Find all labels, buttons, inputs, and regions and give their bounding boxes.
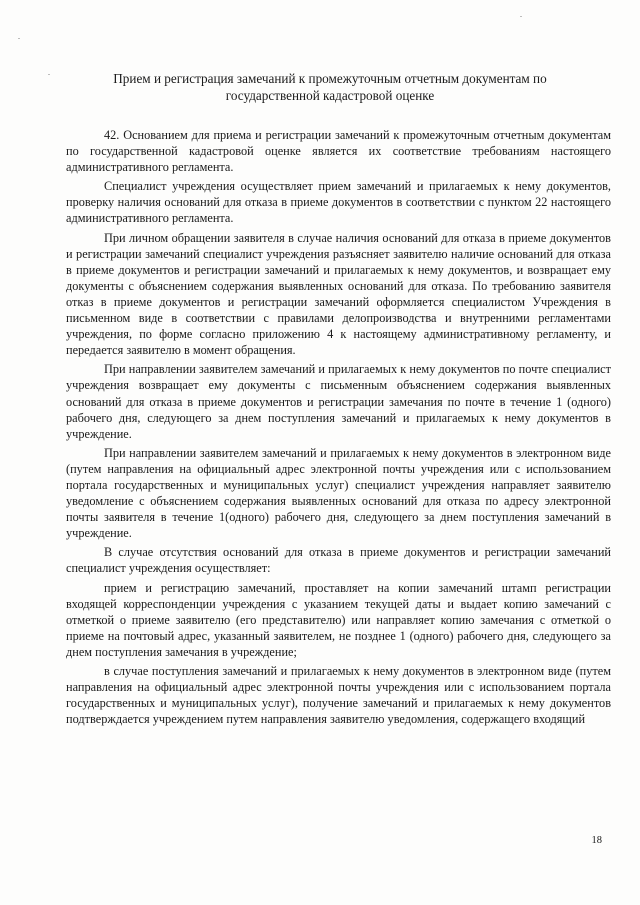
- paragraph: прием и регистрацию замечаний, проставляет на копии замечаний штамп регистрации входящей корреспонденции учреждения с указанием текущей даты и выдает копию замечаний с отметкой о приеме заявителю (его представителю) или направляет копию замечания с отметкой о приеме на почтовый адрес, указанный заявителем, не позднее 1 (одного) рабочего дня, следующего за днем поступления замечания в учреждение;: [66, 580, 611, 659]
- title-line-2: государственной кадастровой оценке: [225, 88, 435, 103]
- scan-speck: [18, 38, 20, 39]
- paragraph: При направлении заявителем замечаний и прилагаемых к нему документов по почте специалист учреждения возвращает ему документы с письменным объяснением содержания выявленных оснований для отказа в приеме документов и регистрации замечания по почте в течение 1 (одного) рабочего дня, следующего за днем поступления замечаний и прилагаемых к нему документов в учреждение.: [66, 362, 611, 441]
- scan-speck: [520, 16, 522, 17]
- section-title: [60, 70, 600, 104]
- paragraph: Специалист учреждения осуществляет прием замечаний и прилагаемых к нему документов, проверку наличия оснований для отказа в приеме документов в соответствии с пунктом 22 настоящего административного регламента.: [66, 179, 611, 226]
- document-body: [66, 127, 611, 730]
- paragraph: В случае отсутствия оснований для отказа в приеме документов и регистрации замечаний специалист учреждения осуществляет:: [66, 545, 611, 576]
- title-line-1: Прием и регистрация замечаний к промежуточным отчетным документам по: [113, 71, 547, 86]
- scan-speck: [48, 74, 50, 75]
- page-number: 18: [591, 835, 602, 846]
- paragraph: 42. Основанием для приема и регистрации замечаний к промежуточным отчетным документам по государственной кадастровой оценке является их соответствие требованиям настоящего административного регламента.: [66, 128, 611, 175]
- paragraph: При личном обращении заявителя в случае наличия оснований для отказа в приеме документов и регистрации замечаний специалист учреждения разъясняет заявителю наличие оснований для отказа в приеме документов и регистрации замечаний и прилагаемых к нему документов, и возвращает ему документы с объяснением содержания выявленных оснований для отказа. По требованию заявителя отказ в приеме документов и регистрации замечаний оформляется специалистом Учреждения в письменном виде в соответствии с правилами делопроизводства и внутренними регламентами учреждения, по форме согласно приложению 4 к настоящему административному регламенту, и передается заявителю в момент обращения.: [66, 230, 611, 358]
- paragraph: в случае поступления замечаний и прилагаемых к нему документов в электронном виде (путем направления на официальный адрес электронной почты учреждения или с использованием портала государственных и муниципальных услуг), получение замечаний и прилагаемых к нему документов подтверждается учреждением путем направления заявителю уведомления, содержащего входящий: [66, 664, 611, 727]
- paragraph: При направлении заявителем замечаний и прилагаемых к нему документов в электронном виде (путем направления на официальный адрес электронной почты учреждения или с использованием портала государственных и муниципальных услуг) специалист учреждения направляет заявителю уведомление с объяснением содержания выявленных оснований для отказа по адресу электронной почты заявителя в течение 1(одного) рабочего дня, следующего за днем поступления замечаний в учреждение.: [66, 445, 611, 541]
